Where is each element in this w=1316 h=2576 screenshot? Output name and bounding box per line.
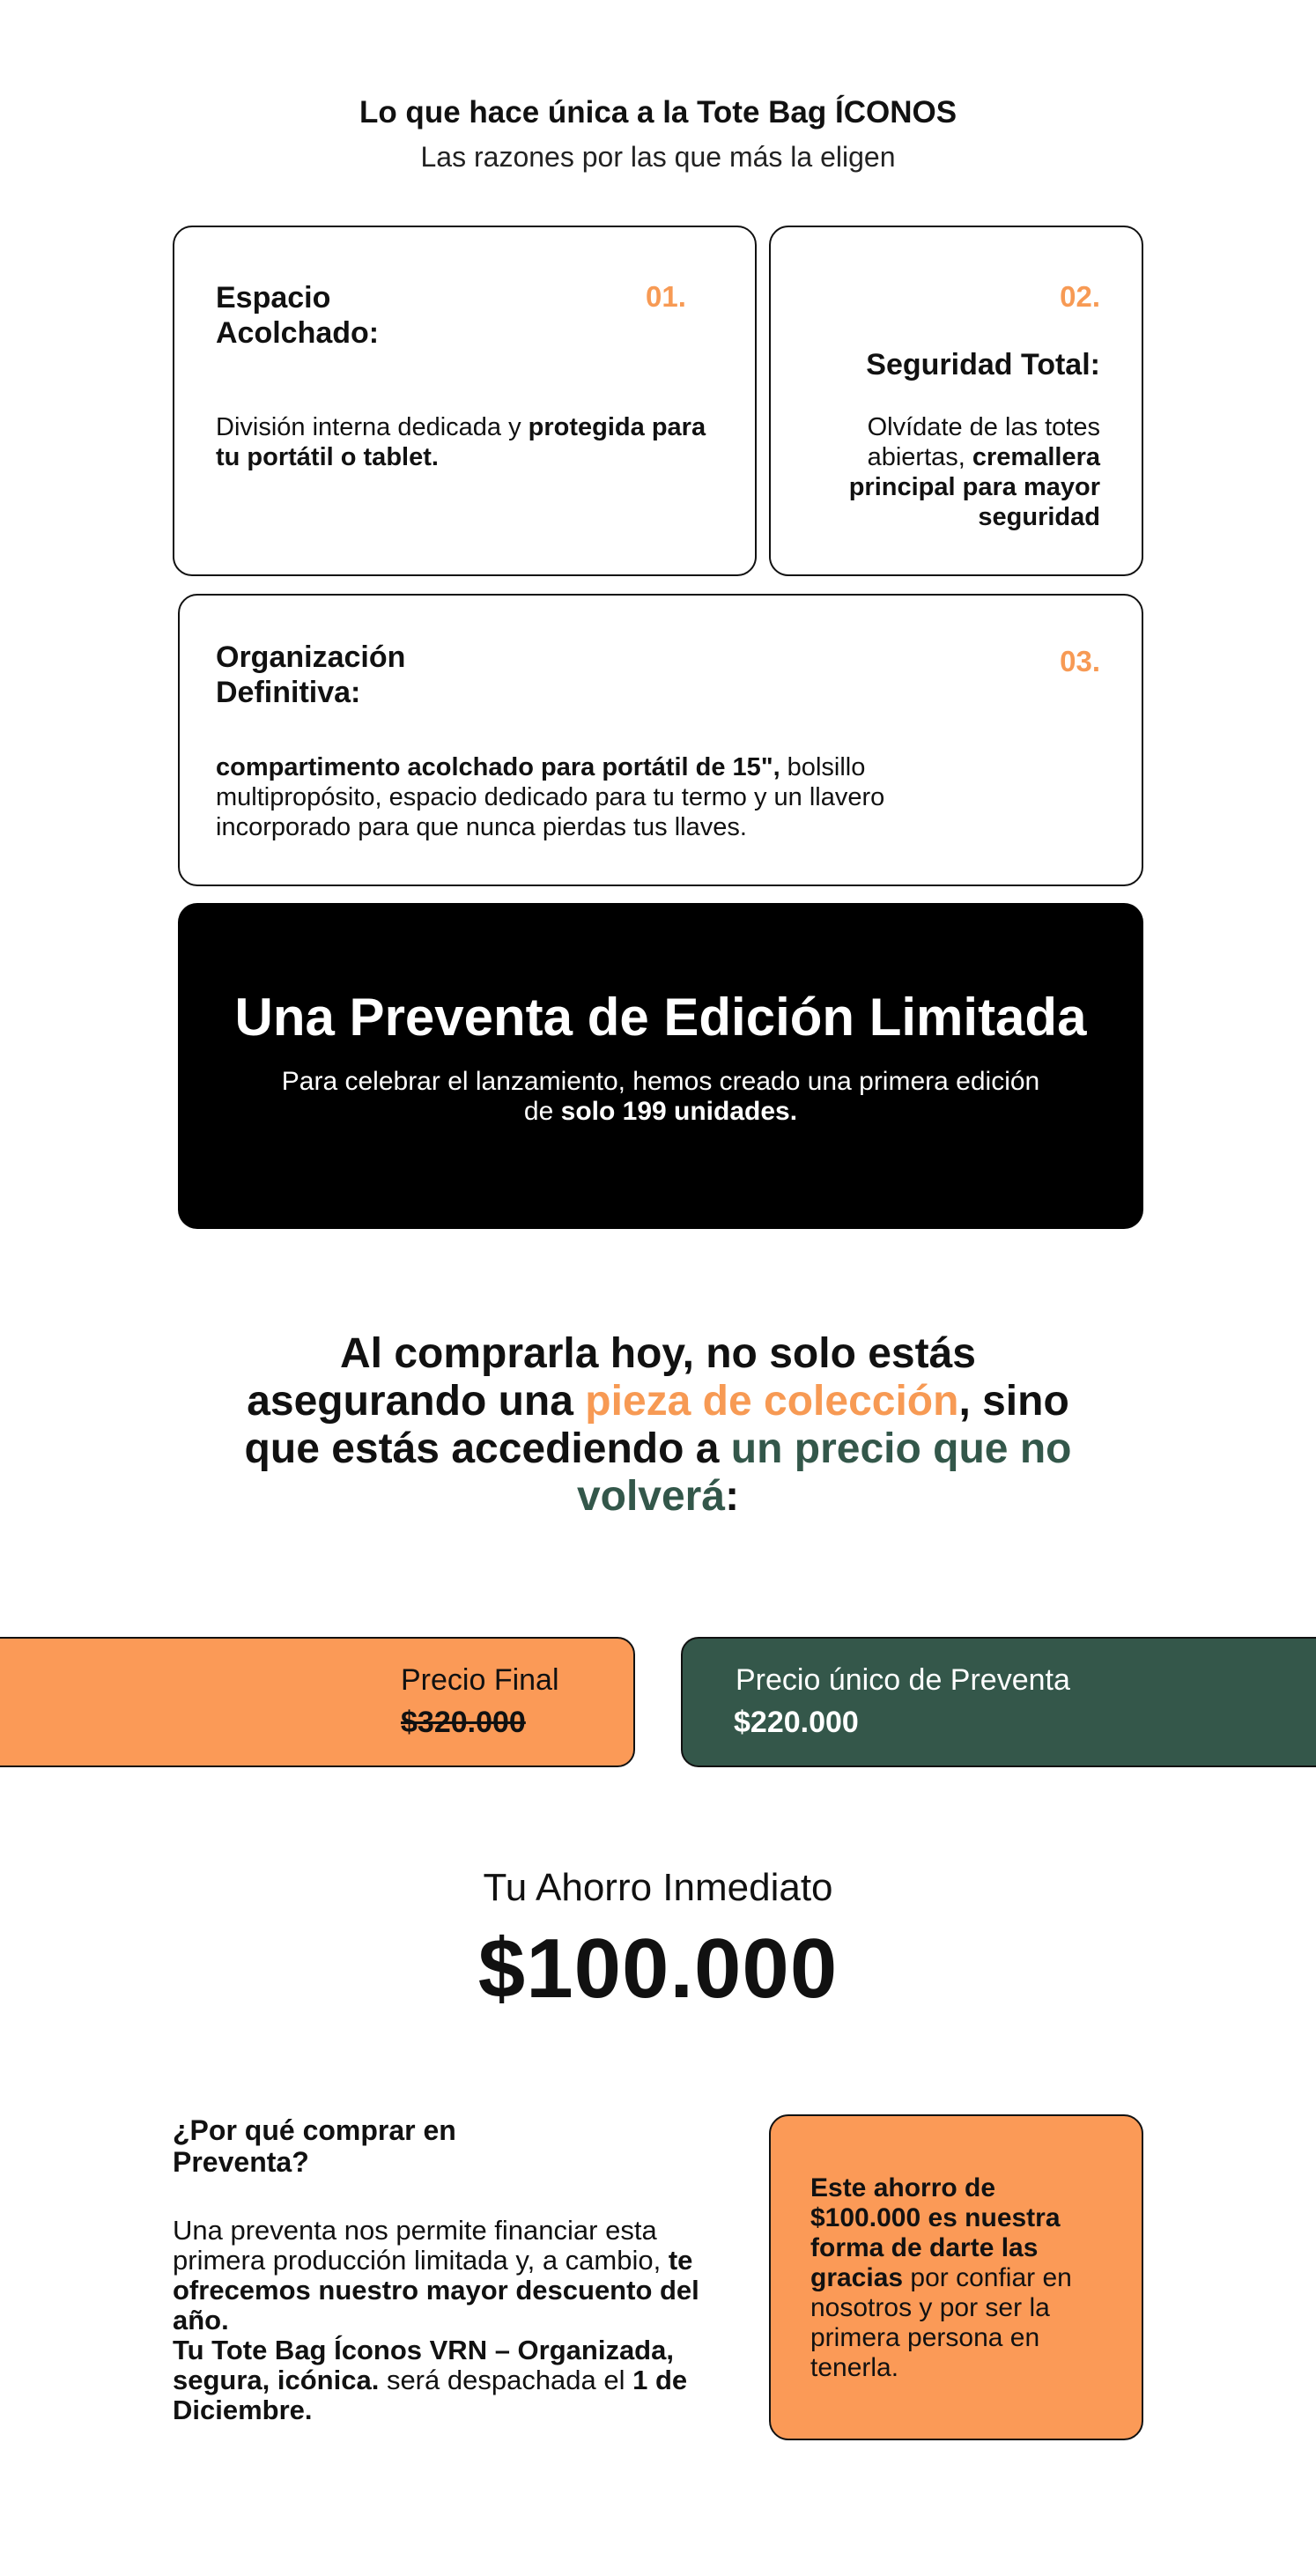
product-tagline: Tu Tote Bag Íconos VRN – Organizada, segura, icónica.: [173, 2335, 674, 2395]
note-emphasis: Este ahorro de $100.000 es nuestra forma de darte las gracias: [810, 2173, 1061, 2292]
feature-card-1: [173, 226, 757, 576]
presale-price-card: [681, 1637, 1316, 1767]
why-text: será despachada el: [379, 2365, 633, 2395]
feature-number: 02.: [1060, 280, 1100, 313]
presale-price-label: Precio único de Preventa: [736, 1663, 1070, 1697]
feature-body-emphasis: compartimento acolchado para portátil de 15",: [216, 753, 780, 781]
final-price-value: $320.000: [401, 1706, 526, 1739]
savings-amount: $100.000: [477, 1921, 839, 2016]
feature-body-emphasis: cremallera principal para mayor seguridad: [848, 443, 1100, 531]
headline-highlight-orange: pieza de colección: [585, 1378, 959, 1425]
note-plain: por confiar en nosotros y por ser la primera persona en tenerla.: [810, 2263, 1072, 2382]
banner-text-emphasis: solo 199 unidades.: [560, 1097, 798, 1126]
feature-body: [216, 412, 718, 472]
feature-body-text: División interna dedicada y: [216, 413, 529, 441]
section-title: Lo que hace única a la Tote Bag ÍCONOS: [359, 95, 957, 130]
feature-title: Espacio Acolchado:: [216, 281, 380, 350]
feature-card-3: [178, 594, 1143, 886]
banner-text-plain: Para celebrar el lanzamiento, hemos creado una primera edición de: [281, 1067, 1040, 1126]
note-text: [810, 2173, 1111, 2383]
why-emphasis: te ofrecemos nuestro mayor descuento del año.: [173, 2245, 699, 2335]
purchase-headline: [218, 1330, 1098, 1521]
banner-title: Una Preventa de Edición Limitada: [234, 988, 1087, 1047]
why-presale-title: ¿Por qué comprar en Preventa?: [173, 2114, 456, 2178]
dispatch-date: 1 de Diciembre.: [173, 2365, 688, 2425]
thank-you-note: [769, 2114, 1143, 2440]
feature-body-text: bolsillo multipropósito, espacio dedicado para tu termo y un llavero incorporado para que nunca pierdas tus llaves.: [216, 753, 885, 841]
feature-body-text: Olvídate de las totes abiertas,: [867, 413, 1100, 471]
final-price-card: [0, 1637, 635, 1767]
feature-body: [216, 752, 991, 842]
feature-number: 01.: [646, 280, 686, 313]
banner-text: [266, 1067, 1055, 1127]
headline-text: :: [725, 1473, 740, 1520]
feature-title: Organización Definitiva:: [216, 640, 406, 709]
why-presale-body: [173, 2216, 701, 2425]
headline-text: Al comprarla hoy, no solo estás asegurando una: [247, 1330, 976, 1425]
feature-body: [818, 412, 1100, 532]
why-text: Una preventa nos permite financiar esta primera producción limitada y, a cambio,: [173, 2215, 669, 2276]
headline-text: , sino que estás accediendo a: [244, 1378, 1069, 1472]
feature-title: Seguridad Total:: [866, 348, 1100, 381]
headline-highlight-green: un precio que no volverá: [576, 1425, 1072, 1520]
final-price-label: Precio Final: [401, 1663, 559, 1697]
feature-card-2: [769, 226, 1143, 576]
presale-price-value: $220.000: [734, 1706, 859, 1739]
section-subtitle: Las razones por las que más la eligen: [420, 141, 896, 173]
feature-body-emphasis: protegida para tu portátil o tablet.: [216, 413, 706, 471]
feature-number: 03.: [1060, 645, 1100, 677]
savings-label: Tu Ahorro Inmediato: [483, 1866, 833, 1909]
presale-banner: [178, 903, 1143, 1229]
